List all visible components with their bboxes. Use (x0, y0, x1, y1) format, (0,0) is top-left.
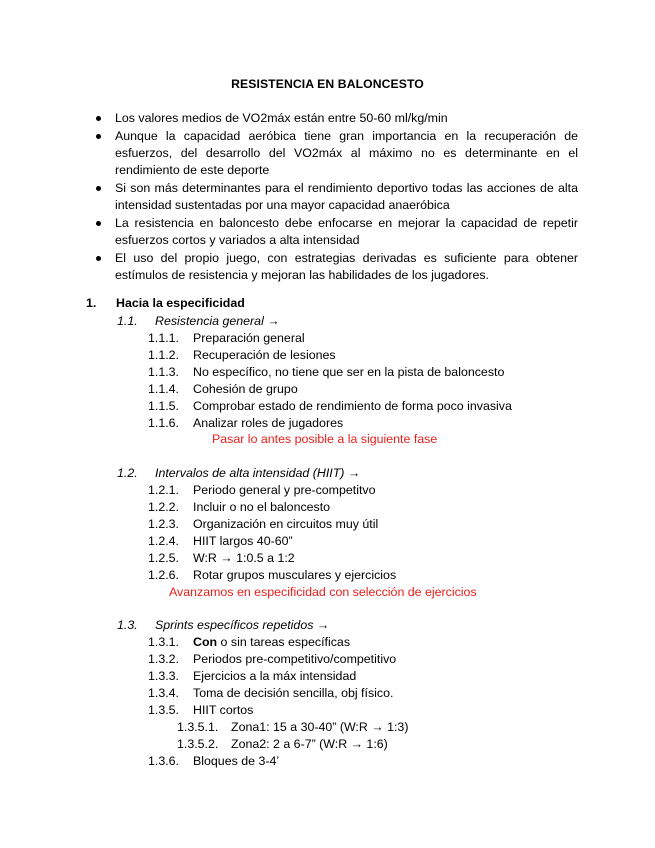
document-page: RESISTENCIA EN BALONCESTO Los valores medios de VO2máx están entre 50-60 ml/kg/min Aunque la capacidad aeróbica tiene gran importancia en la recuperación de esfuerzos, del desarrollo del VO2máx al máximo no es determinante en el rendimiento de este deporte Si son más determinantes para el rendimiento deportivo todas las acciones de alta intensidad sustentadas por una mayor capacidad anaeróbica La resistencia en baloncesto debe enfocarse en mejorar la capacidad de repetir esfuerzos cortos y variados a alta intensidad El uso del propio juego, con estrategias derivadas es suficiente para obtener estímulos de resistencia y mejoran las habilidades de los jugadores. 1. Hacia la especificidad 1.1. Resistencia general → 1.1.1. Preparación general 1.1.2. Recuperación de lesiones 1.1.3. No específico, no tiene que ser en la pista de baloncesto 1.1.4. Cohesión de grupo 1.1.5. Comprobar estado de rendimiento de forma poco invasiva 1.1.6. Analizar roles de jugadores Pasar lo antes posible a la siguiente fase 1.2. Intervalos de alta intensidad (HIIT) → 1.2.1. Periodo general y pre-competitvo 1.2.2. Incluir o no el baloncesto 1.2.3. Organización en circuitos muy útil 1.2.4. HIIT largos 40-60” 1.2.5. W:R → 1:0.5 a 1:2 1.2.6. Rotar grupos musculares y ejercicios Avanzamos en especificidad con selección de ejercicios 1.3. Sprints específicos repetidos → 1.3.1. Con o sin tareas específicas 1.3.2. Periodos pre-competitivo/competitivo 1.3.3. Ejercicios a la máx intensidad 1.3.4. Toma de decisión sencilla, obj físico. 1.3.5. HIIT cortos 1.3.5.1. Zona1: 15 a 30-40” (W:R → 1:3) 1.3.5.2. Zona2: 2 a 6-7” (W:R → 1:6) 1.3.6. Bloques de 3-4’ (0, 0, 655, 848)
bullet-icon (96, 116, 101, 121)
bullet-item: Si son más determinantes para el rendimiento deportivo todas las acciones de alta intensidad sustentadas por una mayor capacidad anaeróbica (96, 180, 578, 214)
bullet-icon (96, 134, 101, 139)
bullet-icon (96, 221, 101, 226)
bullet-list (96, 110, 578, 285)
bullet-icon (96, 186, 101, 191)
highlight-note: Avanzamos en especificidad con selección de ejercicios (169, 585, 477, 599)
bullet-item: Aunque la capacidad aeróbica tiene gran importancia en la recuperación de esfuerzos, del desarrollo del VO2máx al máximo no es determinante en el rendimiento de este deporte (96, 128, 578, 180)
bullet-item: La resistencia en baloncesto debe enfocarse en mejorar la capacidad de repetir esfuerzos cortos y variados a alta intensidad (96, 215, 578, 249)
bullet-icon (96, 256, 101, 261)
document-title: RESISTENCIA EN BALONCESTO (231, 77, 424, 91)
bullet-item: Los valores medios de VO2máx están entre 50-60 ml/kg/min (96, 110, 578, 127)
highlight-note: Pasar lo antes posible a la siguiente fase (212, 432, 438, 446)
bullet-item: El uso del propio juego, con estrategias derivadas es suficiente para obtener estímulos de resistencia y mejoran las habilidades de los jugadores. (96, 250, 578, 284)
